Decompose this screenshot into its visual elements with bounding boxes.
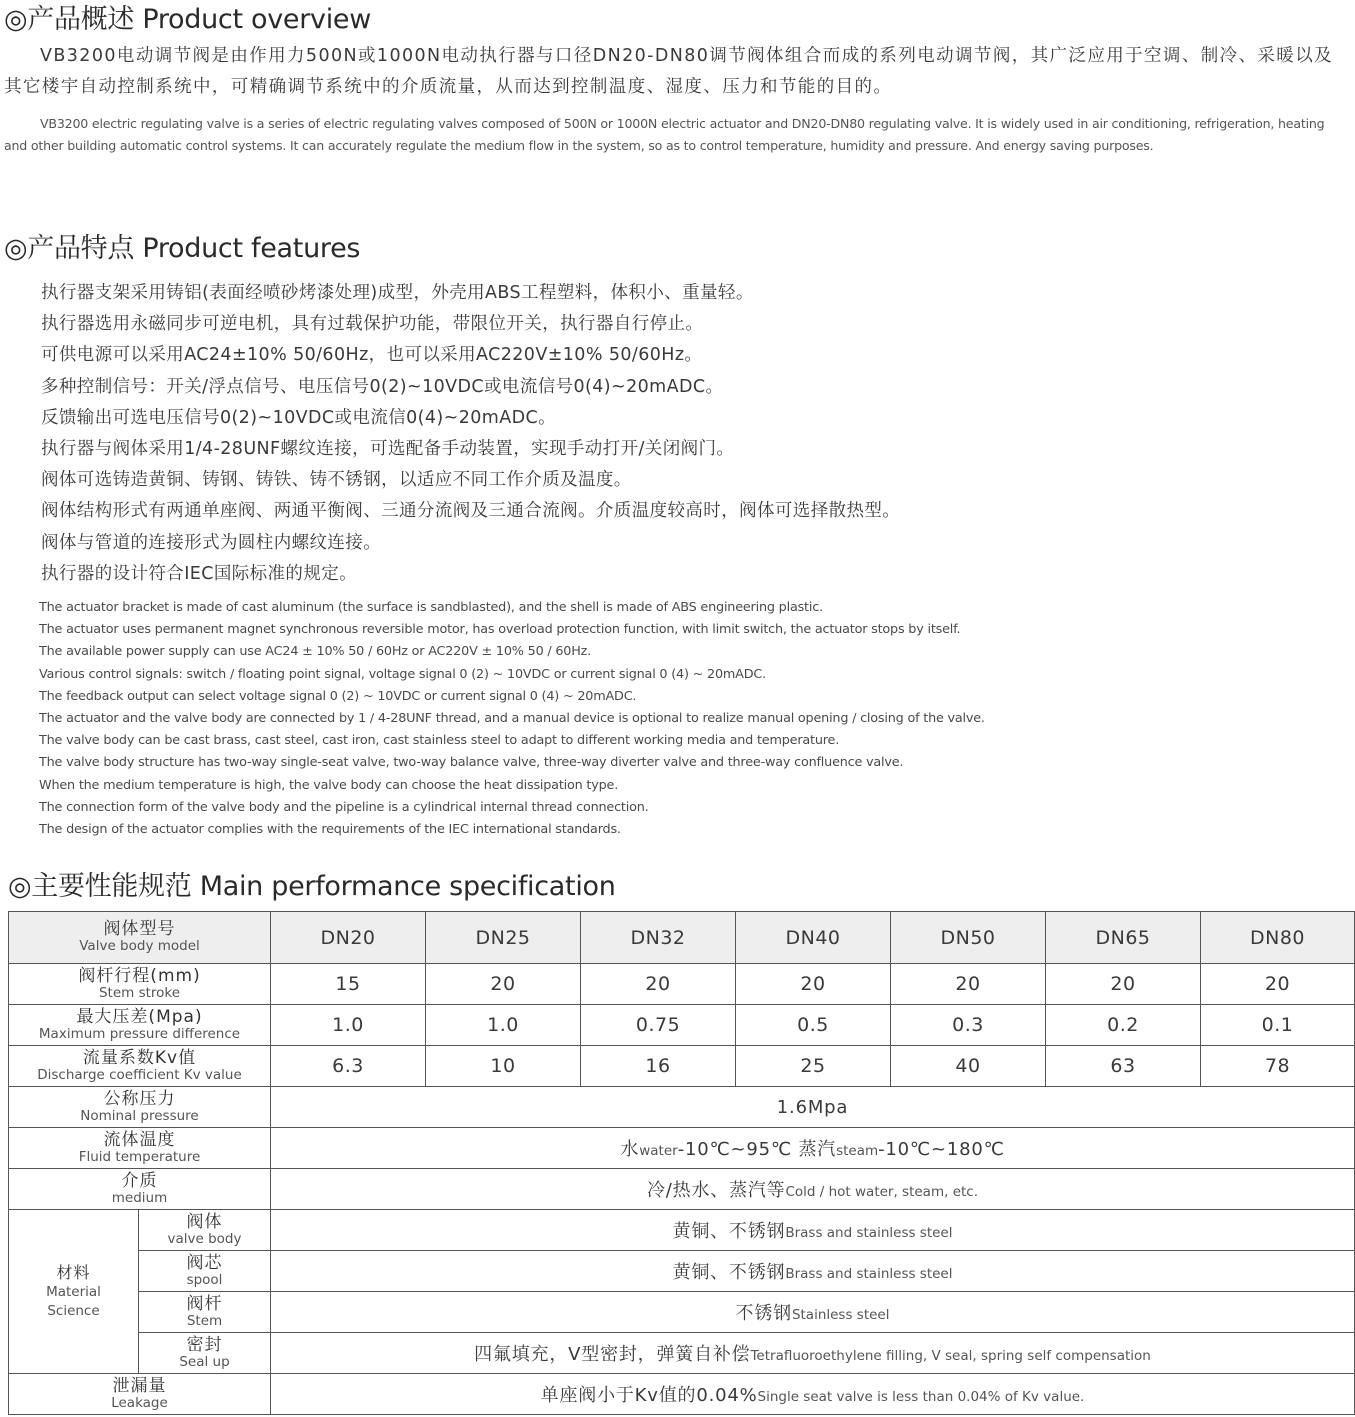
spec-heading: ◎主要性能规范 Main performance specification	[8, 871, 616, 902]
leakage-value: 单座阀小于Kv值的0.04%Single seat valve is less than 0.04% of Kv value.	[271, 1374, 1355, 1415]
leakage-label: 泄漏量 Leakage	[9, 1374, 271, 1415]
material-value: 不锈钢Stainless steel	[271, 1292, 1355, 1333]
stroke-cell: 20	[426, 964, 581, 1005]
pressure-cell: 1.0	[271, 1005, 426, 1046]
table-row-stroke	[9, 964, 1355, 1005]
feature-item: 阀体可选铸造黄铜、铸钢、铸铁、铸不锈钢，以适应不同工作介质及温度。	[41, 470, 632, 491]
stroke-cell: 20	[1201, 964, 1355, 1005]
medium-label: 介质 medium	[9, 1169, 271, 1210]
temperature-label: 流体温度 Fluid temperature	[9, 1128, 271, 1169]
material-sub-label: 密封 Seal up	[139, 1333, 271, 1374]
feature-item: 执行器选用永磁同步可逆电机，具有过载保护功能，带限位开关，执行器自行停止。	[41, 314, 704, 335]
feature-item-en: The actuator bracket is made of cast aluminum (the surface is sandblasted), and the shell is made of ABS engineering plastic.	[39, 600, 823, 615]
kv-cell: 63	[1046, 1046, 1201, 1087]
feature-item: 执行器支架采用铸铝(表面经喷砂烤漆处理)成型，外壳用ABS工程塑料，体积小、重量轻。	[41, 283, 754, 303]
table-row-medium	[9, 1169, 1355, 1210]
pressure-cell: 0.2	[1046, 1005, 1201, 1046]
material-sub-label: 阀体 valve body	[139, 1210, 271, 1251]
material-sub-label: 阀芯 spool	[139, 1251, 271, 1292]
feature-item: 阀体与管道的连接形式为圆柱内螺纹连接。	[41, 532, 382, 553]
model-cell: DN25	[426, 912, 581, 964]
features-heading: ◎产品特点 Product features	[4, 233, 361, 264]
table-row-leakage	[9, 1374, 1355, 1415]
feature-item-en: The available power supply can use AC24 ± 10% 50 / 60Hz or AC220V ± 10% 50 / 60Hz.	[39, 644, 592, 660]
feature-item-en: The connection form of the valve body and the pipeline is a cylindrical internal thread connection.	[39, 799, 649, 815]
pressure-cell: 0.75	[581, 1005, 736, 1046]
pressure-label: 最大压差(Mpa) Maximum pressure difference	[9, 1005, 271, 1046]
spec-table	[8, 911, 1355, 1415]
features-list-en	[39, 597, 985, 841]
pressure-cell: 0.1	[1201, 1005, 1355, 1046]
stroke-cell: 20	[1046, 964, 1201, 1005]
feature-item: 执行器与阀体采用1/4-28UNF螺纹连接，可选配备手动装置，实现手动打开/关闭阀门。	[41, 439, 735, 460]
feature-item-en: The feedback output can select voltage signal 0 (2) ~ 10VDC or current signal 0 (4) ~ 20mADC.	[39, 688, 637, 704]
feature-item-en: The valve body can be cast brass, cast steel, cast iron, cast stainless steel to adapt to different working media and temperature.	[39, 733, 840, 749]
feature-item-en: When the medium temperature is high, the valve body can choose the heat dissipation type.	[39, 777, 619, 793]
model-cell: DN80	[1201, 912, 1355, 964]
feature-item-en: The design of the actuator complies with the requirements of the IEC international standards.	[39, 822, 621, 838]
kv-cell: 25	[736, 1046, 891, 1087]
material-label: 材料 Material Science	[9, 1210, 139, 1374]
nominal-value: 1.6Mpa	[271, 1087, 1355, 1128]
kv-cell: 16	[581, 1046, 736, 1087]
table-row-material	[9, 1292, 1355, 1333]
table-row-kv	[9, 1046, 1355, 1087]
feature-item-en: The actuator uses permanent magnet synchronous reversible motor, has overload protection function, with limit switch, the actuator stops by itself.	[39, 622, 961, 638]
feature-item: 反馈输出可选电压信号0(2)~10VDC或电流信0(4)~20mADC。	[41, 407, 556, 428]
overview-heading: ◎产品概述 Product overview	[4, 4, 372, 35]
features-list-cn	[41, 278, 900, 590]
pressure-cell: 0.3	[891, 1005, 1046, 1046]
table-row-material	[9, 1333, 1355, 1374]
overview-text-cn: VB3200电动调节阀是由作用力500N或1000N电动执行器与口径DN20-DN80调节阀体组合而成的系列电动调节阀，其广泛应用于空调、制冷、采暖以及其它楼宇自动控制系统中，可精确调节系统中的介质流量，从而达到控制温度、湿度、压力和节能的目的。	[4, 46, 1334, 97]
stroke-label: 阀杆行程(mm) Stem stroke	[9, 964, 271, 1005]
table-row-material	[9, 1251, 1355, 1292]
material-value: 四氟填充，V型密封，弹簧自补偿Tetrafluoroethylene filling, V seal, spring self compensation	[271, 1333, 1355, 1374]
model-label: 阀体型号 Valve body model	[9, 912, 271, 964]
kv-label: 流量系数Kv值 Discharge coefficient Kv value	[9, 1046, 271, 1087]
pressure-cell: 1.0	[426, 1005, 581, 1046]
stroke-cell: 20	[581, 964, 736, 1005]
medium-value: 冷/热水、蒸汽等Cold / hot water, steam, etc.	[271, 1169, 1355, 1210]
table-row-pressure	[9, 1005, 1355, 1046]
table-row-material	[9, 1210, 1355, 1251]
model-cell: DN50	[891, 912, 1046, 964]
feature-item: 多种控制信号：开关/浮点信号、电压信号0(2)~10VDC或电流信号0(4)~20mADC。	[41, 376, 724, 397]
material-value: 黄铜、不锈钢Brass and stainless steel	[271, 1210, 1355, 1251]
nominal-label: 公称压力 Nominal pressure	[9, 1087, 271, 1128]
overview-text-en: VB3200 electric regulating valve is a series of electric regulating valves composed of 500N or 1000N electric actuator and DN20-DN80 regulating valve. It is widely used in air conditioning, refrigeration, heating and other building automatic control systems. It can accurately regulate the medium flow in the system, so as to control temperature, humidity and pressure. And energy saving purposes.	[4, 116, 1325, 153]
feature-item-en: The actuator and the valve body are connected by 1 / 4-28UNF thread, and a manual device is optional to realize manual opening / closing of the valve.	[39, 711, 985, 727]
stroke-cell: 20	[891, 964, 1046, 1005]
table-row-temperature	[9, 1128, 1355, 1169]
stroke-cell: 15	[271, 964, 426, 1005]
stroke-cell: 20	[736, 964, 891, 1005]
material-sub-label: 阀杆 Stem	[139, 1292, 271, 1333]
temperature-value: 水water-10℃~95℃ 蒸汽steam-10℃~180℃	[271, 1128, 1355, 1169]
table-row-model	[9, 912, 1355, 964]
model-cell: DN32	[581, 912, 736, 964]
model-cell: DN65	[1046, 912, 1201, 964]
kv-cell: 40	[891, 1046, 1046, 1087]
feature-item-en: The valve body structure has two-way single-seat valve, two-way balance valve, three-way diverter valve and three-way confluence valve.	[39, 755, 904, 771]
kv-cell: 78	[1201, 1046, 1355, 1087]
feature-item: 阀体结构形式有两通单座阀、两通平衡阀、三通分流阀及三通合流阀。介质温度较高时，阀体可选择散热型。	[41, 501, 901, 522]
material-value: 黄铜、不锈钢Brass and stainless steel	[271, 1251, 1355, 1292]
kv-cell: 6.3	[271, 1046, 426, 1087]
table-row-nominal	[9, 1087, 1355, 1128]
feature-item: 可供电源可以采用AC24±10% 50/60Hz，也可以采用AC220V±10% 50/60Hz。	[41, 345, 703, 366]
model-cell: DN20	[271, 912, 426, 964]
feature-item-en: Various control signals: switch / floating point signal, voltage signal 0 (2) ~ 10VDC or current signal 0 (4) ~ 20mADC.	[39, 666, 766, 682]
pressure-cell: 0.5	[736, 1005, 891, 1046]
feature-item: 执行器的设计符合IEC国际标准的规定。	[41, 563, 358, 584]
model-cell: DN40	[736, 912, 891, 964]
kv-cell: 10	[426, 1046, 581, 1087]
